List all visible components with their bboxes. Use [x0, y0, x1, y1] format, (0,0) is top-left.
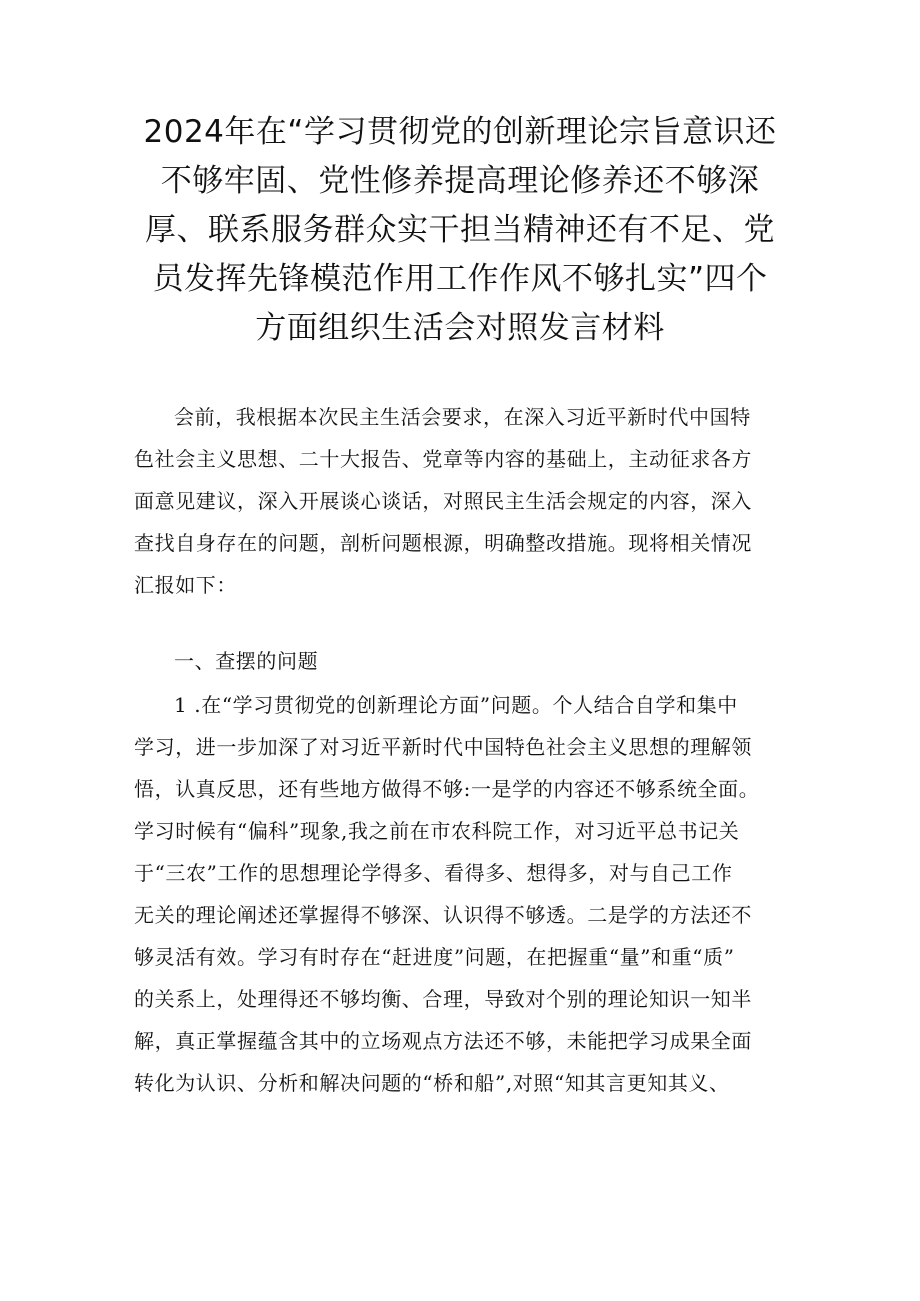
- text-line: 的关系上，处理得还不够均衡、合理，导致对个别的理论知识一知半: [134, 987, 752, 1011]
- text-line: 悟，认真反思，还有些地方做得不够:一是学的内容还不够系统全面。: [134, 777, 760, 801]
- text-line: 转化为认识、分析和解决问题的“桥和船”,对照“知其言更知其义、: [134, 1071, 730, 1095]
- text-line: 够灵活有效。学习有时存在“赶进度”问题，在把握重“量”和重“质”: [134, 945, 735, 969]
- text-line: 学习，进一步加深了对习近平新时代中国特色社会主义思想的理解领: [134, 735, 752, 759]
- text-line: 于“三农”工作的思想理论学得多、看得多、想得多，对与自己工作: [134, 861, 733, 885]
- section-heading-text: 一、查摆的问题: [174, 649, 319, 673]
- title-line: 员发挥先锋模范作用工作作风不够扎实”四个: [152, 261, 768, 297]
- text-line: 无关的理论阐述还掌握得不够深、认识得不够透。二是学的方法还不: [134, 903, 752, 927]
- text-line: 解，真正掌握蕴含其中的立场观点方法还不够，未能把学习成果全面: [134, 1029, 752, 1053]
- section-heading: [134, 640, 794, 682]
- document-title: [110, 108, 810, 353]
- point-1-paragraph: [134, 684, 794, 1104]
- text-line: 汇报如下：: [134, 573, 237, 597]
- title-line: 方面组织生活会对照发言材料: [255, 310, 665, 346]
- text-line: 1 .在“学习贯彻党的创新理论方面”问题。个人结合自学和集中: [174, 693, 738, 717]
- intro-paragraph: [134, 396, 794, 606]
- title-line: 2024年在“学习贯彻党的创新理论宗旨意识还: [143, 114, 777, 150]
- title-line: 厚、联系服务群众实干担当精神还有不足、党: [145, 212, 775, 248]
- title-line: 不够牢固、党性修养提高理论修养还不够深: [160, 163, 760, 199]
- text-line: 面意见建议，深入开展谈心谈话，对照民主生活会规定的内容，深入: [134, 489, 752, 513]
- text-line: 查找自身存在的问题，剖析问题根源，明确整改措施。现将相关情况: [134, 531, 752, 555]
- text-line: 会前，我根据本次民主生活会要求，在深入习近平新时代中国特: [174, 405, 751, 429]
- text-line: 色社会主义思想、二十大报告、党章等内容的基础上，主动征求各方: [134, 447, 752, 471]
- text-line: 学习时候有“偏科”现象,我之前在市农科院工作，对习近平总书记关: [134, 819, 740, 843]
